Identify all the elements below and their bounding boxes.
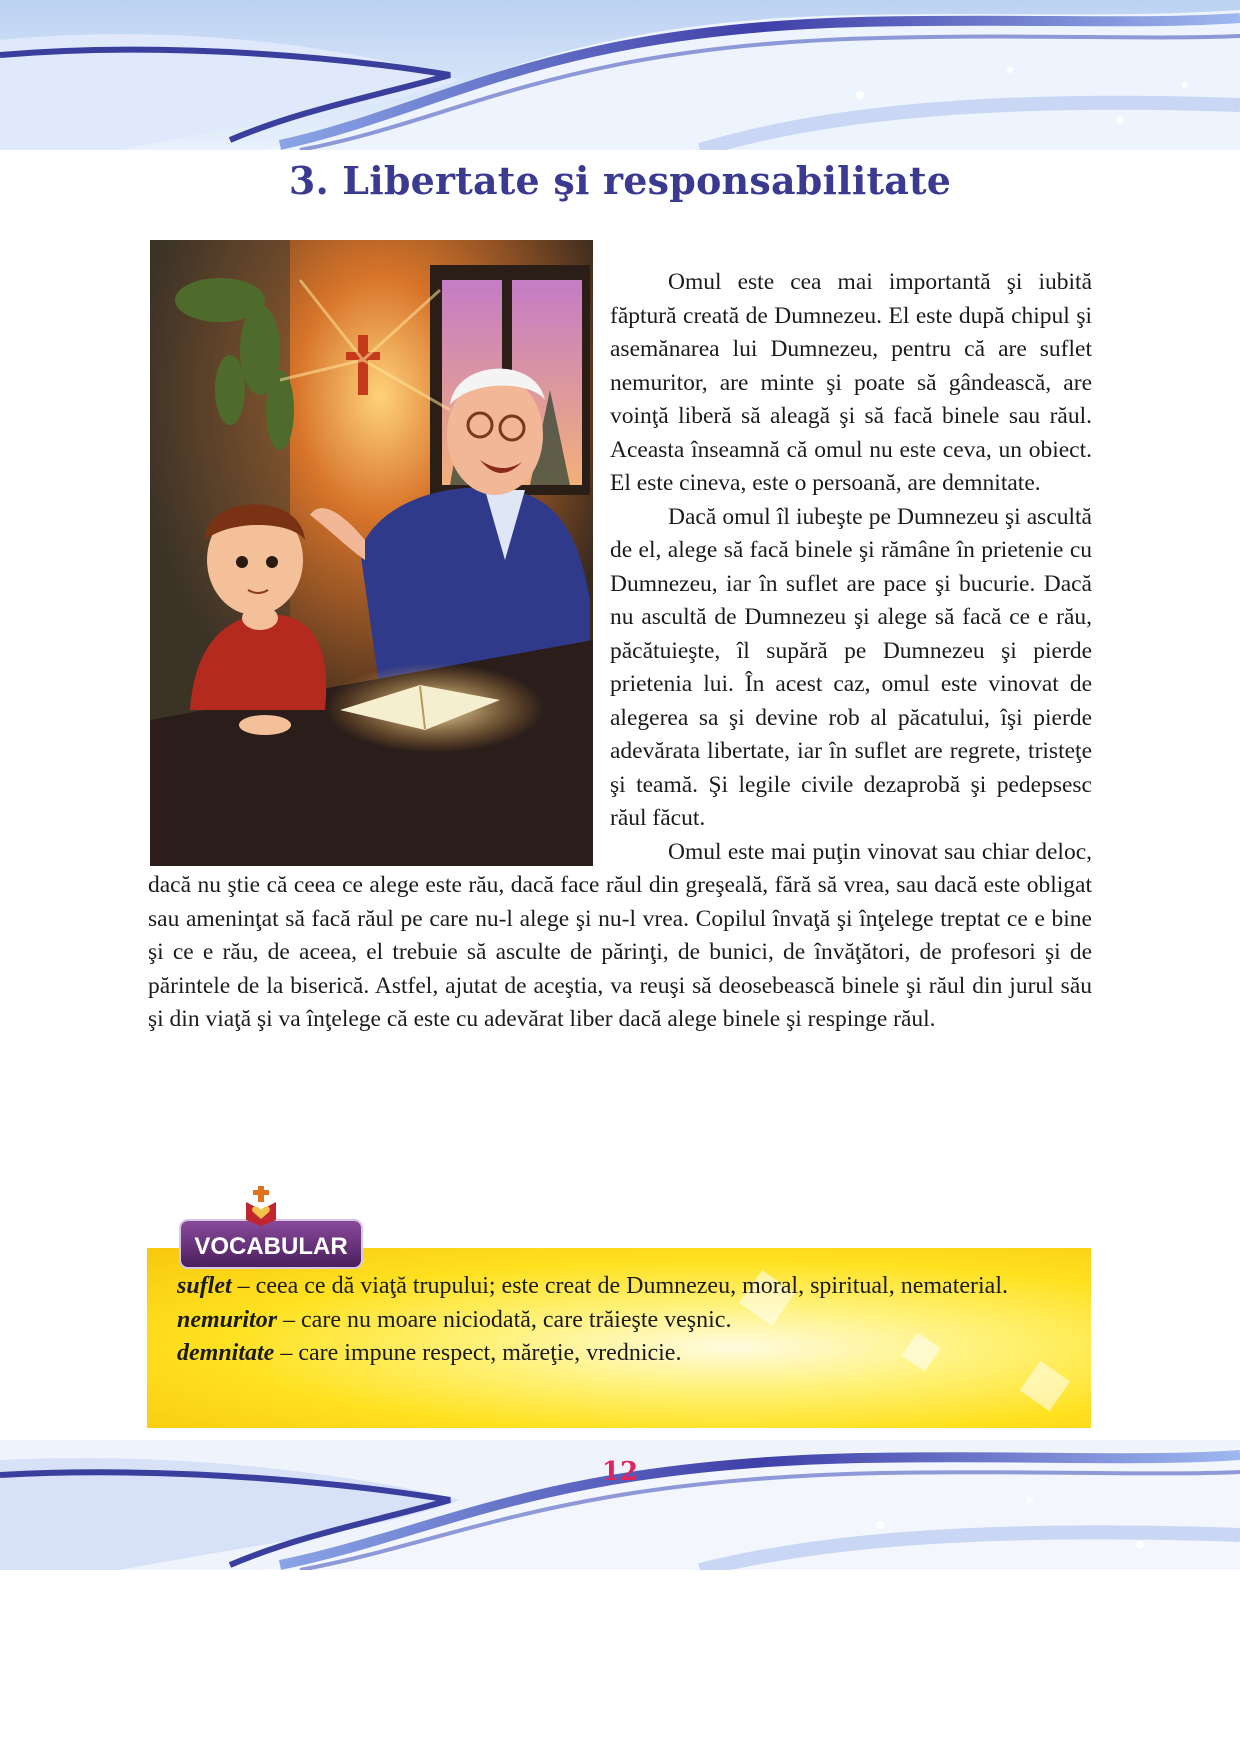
- lesson-body-text: [148, 266, 1092, 1037]
- book-heart-icon: [246, 1186, 276, 1226]
- vocab-term: suflet: [177, 1273, 232, 1299]
- vocab-entry: [177, 1270, 1077, 1304]
- paragraph-3: Omul este mai puţin vinovat sau chiar deloc, dacă nu ştie că ceea ce alege este rău, dacă face răul din greşeală, fără să vrea, sau dacă este obligat sau ameninţat să facă răul pe care nu-l alege şi nu-l vrea. Copilul învaţă şi înţelege treptat ce e bine şi ce e rău, de aceea, el trebuie să asculte de părinţi, de bunici, de învăţători, de profesori şi de părintele de la biserică. Astfel, ajutat de aceştia, va reuşi să deosebească binele şi răul din jurul său şi din viaţă şi va înţelege că este cu adevărat liber dacă alege binele şi respinge răul.: [148, 838, 1092, 1032]
- illustration-wrap-spacer: [148, 266, 610, 866]
- lesson-title: 3. Libertate şi responsabilitate: [288, 158, 952, 203]
- vocabulary-box: [147, 1248, 1091, 1428]
- vocab-entry: [177, 1304, 1077, 1338]
- vocabulary-entries: [177, 1270, 1077, 1371]
- vocab-definition: – care impune respect, măreţie, vrednicie.: [274, 1340, 682, 1366]
- page-number: 12: [601, 1457, 639, 1487]
- vocab-entry: [177, 1337, 1077, 1371]
- vocabulary-badge: [176, 1180, 366, 1272]
- vocab-definition: – care nu moare niciodată, care trăieşte veşnic.: [277, 1306, 732, 1333]
- vocab-definition: – ceea ce dă viaţă trupului; este creat de Dumnezeu, moral, spiritual, nematerial.: [231, 1273, 1008, 1299]
- paragraph-2: Dacă omul îl iubeşte pe Dumnezeu şi ascultă de el, alege să facă binele şi rămâne în prietenie cu Dumnezeu, iar în suflet are pace şi bucurie. Dacă nu ascultă de Dumnezeu şi alege să facă ce e rău, păcătuieşte, îl supără pe Dumnezeu şi pierde prietenia lui. În acest caz, omul este vinovat de alegerea sa şi devine rob al păcatului, îşi pierde adevărata libertate, iar în suflet are regrete, tristeţe şi teamă. Şi legile civile dezaprobă şi pedepsesc răul făcut.: [610, 503, 1092, 831]
- vocab-term: demnitate: [177, 1340, 275, 1366]
- header-wave-decoration: [0, 0, 1240, 150]
- paragraph-1: Omul este cea mai importantă şi iubită făptură creată de Dumnezeu. El este după chipul şi asemănarea lui Dumnezeu, pentru că are suflet nemuritor, are minte şi poate să gândească, are voinţă liberă să aleagă şi să facă binele sau răul. Aceasta înseamnă că omul nu este ceva, un obiect. El este cineva, este o persoană, are demnitate.: [610, 269, 1092, 496]
- vocabulary-badge-label: VOCABULAR: [194, 1233, 348, 1260]
- vocab-term: nemuritor: [177, 1306, 278, 1333]
